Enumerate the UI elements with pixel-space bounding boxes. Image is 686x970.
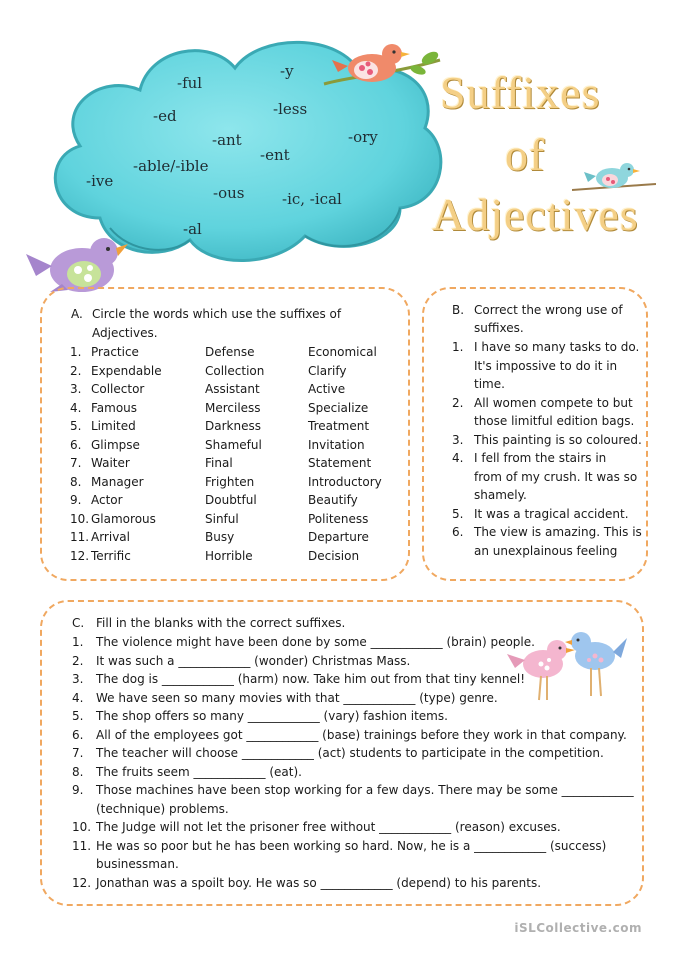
word-option[interactable]: Defense bbox=[205, 345, 255, 359]
word-option[interactable]: Doubtful bbox=[205, 493, 257, 507]
suffix-ant: -ant bbox=[212, 131, 242, 149]
word-option[interactable]: Assistant bbox=[205, 382, 260, 396]
item-number: 6. bbox=[452, 525, 464, 539]
item-number: 2. bbox=[72, 653, 84, 668]
word-option[interactable]: Arrival bbox=[91, 530, 130, 544]
sentence-line: It's impossive to do it in bbox=[474, 358, 618, 373]
bird-icon bbox=[322, 40, 442, 96]
row-number: 11. bbox=[70, 530, 90, 544]
word-option[interactable]: Practice bbox=[91, 345, 139, 359]
footer-watermark: iSLCollective.com bbox=[514, 921, 642, 935]
word-option[interactable]: Active bbox=[308, 382, 346, 396]
title-line-3: Adjectives bbox=[432, 189, 639, 240]
sentence-line: (technique) problems. bbox=[96, 801, 229, 816]
sentence-line: He was so poor but he has been working so hard. Now, he is a ____________ (success) bbox=[96, 838, 607, 853]
bird-icon bbox=[572, 160, 656, 200]
suffix-ful: -ful bbox=[177, 74, 203, 92]
word-option[interactable]: Introductory bbox=[308, 474, 382, 489]
sentence-line: I fell from the stairs in bbox=[474, 451, 607, 465]
suffix-less: -less bbox=[273, 100, 308, 118]
word-option[interactable]: Limited bbox=[91, 419, 136, 433]
section-c-letter: C. bbox=[72, 616, 85, 630]
sentence-line: shamely. bbox=[474, 488, 527, 502]
word-option[interactable]: Famous bbox=[91, 400, 138, 415]
item-number: 1. bbox=[452, 340, 464, 354]
item-number: 4. bbox=[452, 451, 464, 465]
sentence-line: It was such a ____________ (wonder) Christmas Mass. bbox=[96, 653, 411, 668]
word-option[interactable]: Departure bbox=[308, 530, 369, 544]
section-a-letter: A. bbox=[71, 307, 83, 321]
sentence-line: from of my crush. It was so bbox=[474, 469, 638, 484]
word-option[interactable]: Final bbox=[205, 456, 233, 470]
word-option[interactable]: Collector bbox=[91, 382, 145, 396]
word-option[interactable]: Clarify bbox=[308, 363, 347, 378]
sentence-line: time. bbox=[474, 377, 505, 391]
suffix-ive: -ive bbox=[86, 172, 114, 190]
sentence-line: The dog is ____________ (harm) now. Take him out from that tiny kennel! bbox=[96, 672, 526, 686]
item-number: 12. bbox=[72, 875, 92, 890]
word-option[interactable]: Waiter bbox=[91, 456, 130, 470]
item-number: 1. bbox=[72, 635, 84, 649]
item-number: 4. bbox=[72, 690, 84, 705]
row-number: 3. bbox=[70, 382, 82, 396]
suffix-ed: -ed bbox=[153, 107, 177, 125]
sentence-line: We have seen so many movies with that ____________ (type) genre. bbox=[96, 690, 498, 705]
item-number: 11. bbox=[72, 838, 92, 853]
word-option[interactable]: Economical bbox=[308, 345, 377, 359]
item-number: 7. bbox=[72, 746, 84, 760]
word-option[interactable]: Specialize bbox=[308, 400, 369, 415]
word-option[interactable]: Beautify bbox=[308, 493, 358, 507]
suffix-y: -y bbox=[280, 62, 294, 80]
bird-couple-icon bbox=[503, 626, 629, 702]
section-a-heading-2: Adjectives. bbox=[92, 326, 158, 340]
sentence-line: The teacher will choose ____________ (act) students to participate in the competition. bbox=[96, 746, 604, 760]
word-option[interactable]: Statement bbox=[308, 456, 372, 470]
item-number: 5. bbox=[72, 709, 84, 723]
suffix-ous: -ous bbox=[213, 184, 245, 202]
sentence-line: All of the employees got ____________ (base) trainings before they work in that company. bbox=[96, 727, 627, 742]
suffix-able-ible: -able/-ible bbox=[133, 157, 209, 175]
item-number: 6. bbox=[72, 727, 84, 742]
word-option[interactable]: Sinful bbox=[205, 511, 239, 526]
word-option[interactable]: Darkness bbox=[205, 419, 261, 433]
word-option[interactable]: Politeness bbox=[308, 511, 369, 526]
sentence-line: All women compete to but bbox=[474, 395, 633, 410]
word-option[interactable]: Collection bbox=[205, 363, 265, 378]
row-number: 4. bbox=[70, 400, 82, 415]
suffix-al: -al bbox=[183, 220, 202, 238]
item-number: 2. bbox=[452, 395, 464, 410]
row-number: 10. bbox=[70, 511, 90, 526]
sentence-line: The Judge will not let the prisoner free without ____________ (reason) excuses. bbox=[96, 820, 561, 834]
row-number: 9. bbox=[70, 493, 82, 507]
item-number: 10. bbox=[72, 820, 92, 834]
sentence-line: The shop offers so many ____________ (vary) fashion items. bbox=[96, 709, 448, 723]
sentence-line: an unexplainous feeling bbox=[474, 543, 618, 558]
sentence-line: This painting is so coloured. bbox=[474, 432, 642, 447]
row-number: 6. bbox=[70, 437, 82, 452]
row-number: 2. bbox=[70, 363, 82, 378]
word-option[interactable]: Merciless bbox=[205, 400, 261, 415]
section-b-heading-2: suffixes. bbox=[474, 321, 524, 335]
section-a-heading: Circle the words which use the suffixes of bbox=[92, 307, 342, 321]
suffix-ent: -ent bbox=[260, 146, 290, 164]
word-option[interactable]: Decision bbox=[308, 548, 360, 563]
sentence-line: those limitful edition bags. bbox=[474, 414, 635, 428]
suffix-ic-ical: -ic, -ical bbox=[282, 190, 342, 208]
word-option[interactable]: Frighten bbox=[205, 474, 255, 489]
sentence-line: The violence might have been done by some ____________ (brain) people. bbox=[96, 635, 535, 649]
word-option[interactable]: Busy bbox=[205, 530, 235, 544]
title-line-1: Suffixes bbox=[440, 67, 601, 118]
suffix-ory: -ory bbox=[348, 128, 378, 146]
word-option[interactable]: Horrible bbox=[205, 548, 253, 563]
section-b-heading: Correct the wrong use of bbox=[474, 303, 623, 317]
item-number: 5. bbox=[452, 506, 464, 521]
row-number: 1. bbox=[70, 345, 82, 359]
row-number: 5. bbox=[70, 419, 82, 433]
item-number: 3. bbox=[452, 432, 464, 447]
word-option[interactable]: Glamorous bbox=[91, 511, 156, 526]
section-b-sentence-list bbox=[0, 338, 660, 568]
title-line-2: of bbox=[505, 129, 546, 180]
item-number: 8. bbox=[72, 764, 84, 779]
word-option[interactable]: Treatment bbox=[308, 419, 370, 433]
word-option[interactable]: Invitation bbox=[308, 437, 365, 452]
sentence-line: The view is amazing. This is bbox=[474, 525, 642, 539]
row-number: 7. bbox=[70, 456, 82, 470]
sentence-line: Those machines have been stop working for a few days. There may be some ____________ bbox=[96, 783, 634, 797]
row-number: 12. bbox=[70, 548, 90, 563]
sentence-line: Jonathan was a spoilt boy. He was so ____________ (depend) to his parents. bbox=[96, 875, 542, 890]
sentence-line: businessman. bbox=[96, 857, 179, 871]
sentence-line: The fruits seem ____________ (eat). bbox=[96, 764, 302, 779]
word-option[interactable]: Terrific bbox=[91, 548, 131, 563]
word-option[interactable]: Expendable bbox=[91, 363, 162, 378]
section-c-heading: Fill in the blanks with the correct suffixes. bbox=[96, 616, 346, 630]
word-option[interactable]: Shameful bbox=[205, 437, 262, 452]
item-number: 3. bbox=[72, 672, 84, 686]
sentence-line: I have so many tasks to do. bbox=[474, 340, 640, 354]
section-b-letter: B. bbox=[452, 303, 465, 317]
word-option[interactable]: Glimpse bbox=[91, 437, 140, 452]
word-option[interactable]: Manager bbox=[91, 474, 144, 489]
item-number: 9. bbox=[72, 783, 84, 797]
word-option[interactable]: Actor bbox=[91, 493, 123, 507]
row-number: 8. bbox=[70, 474, 82, 489]
sentence-line: It was a tragical accident. bbox=[474, 506, 629, 521]
